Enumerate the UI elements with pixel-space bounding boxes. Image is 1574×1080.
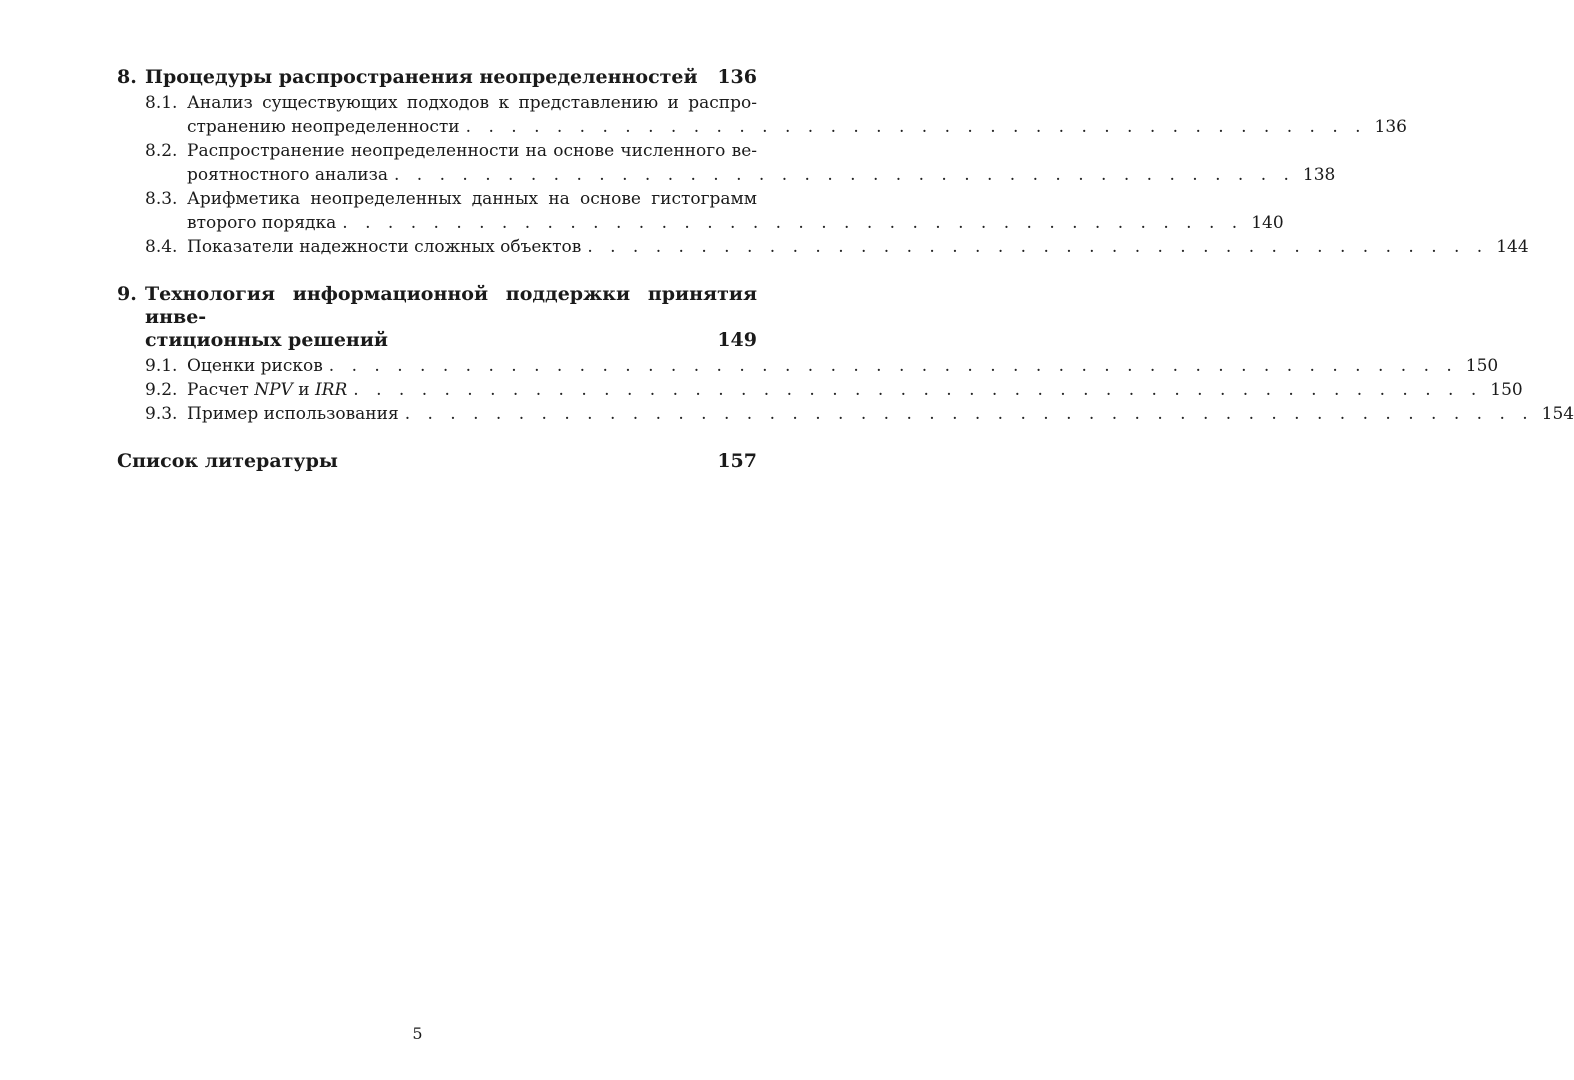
section-page: 140 — [1251, 213, 1284, 233]
toc-section-9-3[interactable] — [117, 402, 1574, 426]
table-of-contents — [117, 66, 1574, 473]
section-page: 150 — [1490, 380, 1523, 400]
section-title-line1: Анализ существующих подходов к представлению и распро- — [187, 93, 757, 113]
toc-chapter-8 — [117, 66, 1529, 259]
dot-leader: . . . . . . . . . . . . . . . . . . . . . . . . . . . . . . . . . . . . . . . . . . . . . . . . . . — [328, 356, 1458, 376]
chapter-title-line1: Технология информационной поддержки принятия инве- — [145, 283, 757, 328]
section-number: 8.4. — [145, 237, 178, 257]
toc-section-8-4[interactable] — [117, 235, 1529, 259]
chapter-title-line2: стиционных решений — [145, 329, 389, 351]
section-title-line2: роятностного анализа — [187, 165, 388, 185]
section-number: 9.2. — [145, 380, 178, 400]
section-title-conjunction: и — [292, 380, 315, 400]
section-number: 8.1. — [145, 93, 178, 113]
chapter-page: 136 — [717, 66, 757, 88]
section-title-line2: второго порядка — [187, 213, 337, 233]
section-title-line2: странению неопределенности — [187, 117, 460, 137]
section-page: 150 — [1465, 356, 1499, 376]
section-page: 144 — [1496, 237, 1529, 257]
chapter-title: Процедуры распространения неопределенностей — [145, 66, 698, 88]
chapter-number: 8. — [117, 66, 137, 88]
toc-section-8-2[interactable] — [117, 139, 1336, 187]
chapter-page: 149 — [717, 329, 757, 351]
section-title-line1: Арифметика неопределенных данных на основе гистограмм — [187, 189, 757, 209]
chapter-number: 9. — [117, 283, 137, 305]
dot-leader: . . . . . . . . . . . . . . . . . . . . . . . . . . . . . . . . . . . . . . . . . . . . . . . . . . — [404, 404, 1534, 424]
dot-leader: . . . . . . . . . . . . . . . . . . . . . . . . . . . . . . . . . . . . . . . . — [394, 165, 1295, 185]
section-page: 154 — [1541, 404, 1574, 424]
section-number: 9.3. — [145, 404, 178, 424]
section-page: 138 — [1302, 165, 1336, 185]
chapter-heading[interactable] — [117, 66, 757, 89]
section-number: 8.3. — [145, 189, 178, 209]
section-title: Оценки рисков — [187, 356, 323, 376]
irr-abbreviation: IRR — [314, 380, 348, 400]
page-number: 5 — [412, 1024, 423, 1043]
npv-abbreviation: NPV — [254, 380, 293, 400]
toc-bibliography[interactable] — [117, 450, 757, 473]
section-number: 9.1. — [145, 356, 178, 376]
section-title: Показатели надежности сложных объектов — [187, 237, 582, 257]
section-title-line1: Распространение неопределенности на основе численного ве- — [187, 141, 757, 161]
bibliography-page: 157 — [717, 450, 757, 472]
bibliography-title: Список литературы — [117, 450, 338, 472]
section-title-prefix: Расчет — [187, 380, 255, 400]
chapter-heading[interactable] — [117, 283, 757, 329]
toc-section-9-2[interactable] — [117, 378, 1523, 402]
section-title: Пример использования — [187, 404, 399, 424]
dot-leader: . . . . . . . . . . . . . . . . . . . . . . . . . . . . . . . . . . . . . . . . — [342, 213, 1244, 233]
toc-section-9-1[interactable] — [117, 354, 1499, 378]
dot-leader: . . . . . . . . . . . . . . . . . . . . . . . . . . . . . . . . . . . . . . . . . . . . . . . . . . — [353, 380, 1483, 400]
section-page: 136 — [1374, 117, 1407, 137]
section-number: 8.2. — [145, 141, 178, 161]
toc-section-8-1[interactable] — [117, 91, 1407, 139]
dot-leader: . . . . . . . . . . . . . . . . . . . . . . . . . . . . . . . . . . . . . . . . — [587, 237, 1489, 257]
toc-chapter-9 — [117, 283, 1574, 426]
section-title — [187, 378, 347, 402]
toc-section-8-3[interactable] — [117, 187, 1284, 235]
dot-leader: . . . . . . . . . . . . . . . . . . . . . . . . . . . . . . . . . . . . . . . . — [465, 117, 1367, 137]
